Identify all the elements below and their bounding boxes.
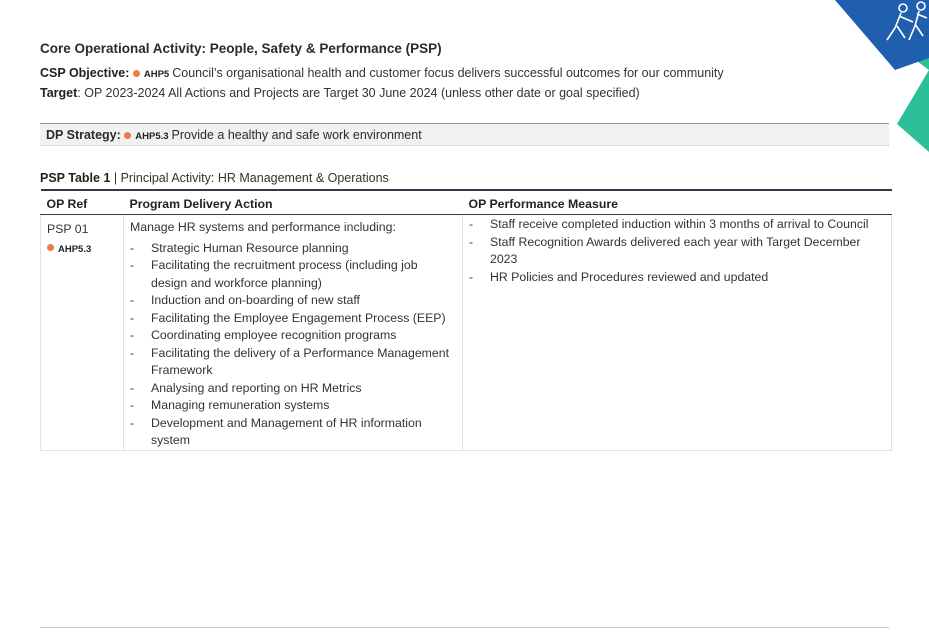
op-ref-code	[47, 240, 117, 259]
header-op-performance-measure: OP Performance Measure	[463, 190, 892, 215]
strategy-bullet-icon	[124, 132, 131, 139]
list-item: - Analysing and reporting on HR Metrics	[130, 380, 456, 398]
list-item: - Development and Management of HR information system	[130, 415, 456, 450]
csp-objective-label: CSP Objective:	[40, 66, 130, 80]
dp-strategy-text: Provide a healthy and safe work environment	[171, 128, 422, 142]
list-item: - Facilitating the delivery of a Performance Management Framework	[130, 345, 456, 380]
measure-list	[469, 216, 885, 286]
list-item: - HR Policies and Procedures reviewed and updated	[469, 269, 885, 287]
target-text: : OP 2023-2024 All Actions and Projects are Target 30 June 2024 (unless other date or goal specified)	[77, 86, 640, 100]
header-op-ref: OP Ref	[41, 190, 124, 215]
list-item: - Managing remuneration systems	[130, 397, 456, 415]
dp-strategy-bar	[40, 123, 889, 146]
table-caption	[40, 171, 389, 185]
performance-measure-cell	[463, 215, 892, 451]
op-ref-cell	[41, 215, 124, 451]
objective-bullet-icon	[133, 70, 140, 77]
program-action-cell	[124, 215, 463, 451]
action-list	[130, 240, 456, 450]
list-item: - Coordinating employee recognition programs	[130, 327, 456, 345]
table-caption-label: PSP Table 1	[40, 171, 111, 185]
psp-table	[40, 189, 892, 451]
csp-objective-text: Council’s organisational health and customer focus delivers successful outcomes for our community	[172, 66, 724, 80]
csp-objective-code: AHP5	[143, 69, 170, 80]
action-intro: Manage HR systems and performance including:	[130, 220, 396, 234]
table-row	[41, 215, 892, 451]
dp-strategy-label: DP Strategy:	[46, 128, 121, 142]
ref-bullet-icon	[47, 244, 54, 251]
list-item: - Facilitating the Employee Engagement Process (EEP)	[130, 310, 456, 328]
list-item: - Staff Recognition Awards delivered each year with Target December 2023	[469, 234, 885, 269]
op-ref-code-text: AHP5.3	[58, 243, 92, 255]
target-line	[40, 86, 640, 100]
list-item: - Facilitating the recruitment process (including job design and workforce planning)	[130, 257, 456, 292]
dp-strategy-code: AHP5.3	[135, 131, 169, 142]
list-item: - Strategic Human Resource planning	[130, 240, 456, 258]
table-header-row	[41, 190, 892, 215]
list-item: - Staff receive completed induction within 3 months of arrival to Council	[469, 216, 885, 234]
csp-objective-line	[40, 66, 724, 80]
list-item: - Induction and on-boarding of new staff	[130, 292, 456, 310]
table-caption-text: | Principal Activity: HR Management & Operations	[110, 171, 389, 185]
footer-divider	[40, 627, 889, 628]
target-label: Target	[40, 86, 78, 100]
page-heading: Core Operational Activity: People, Safety & Performance (PSP)	[40, 41, 442, 56]
op-ref-value: PSP 01	[47, 222, 89, 236]
header-program-delivery-action: Program Delivery Action	[124, 190, 463, 215]
